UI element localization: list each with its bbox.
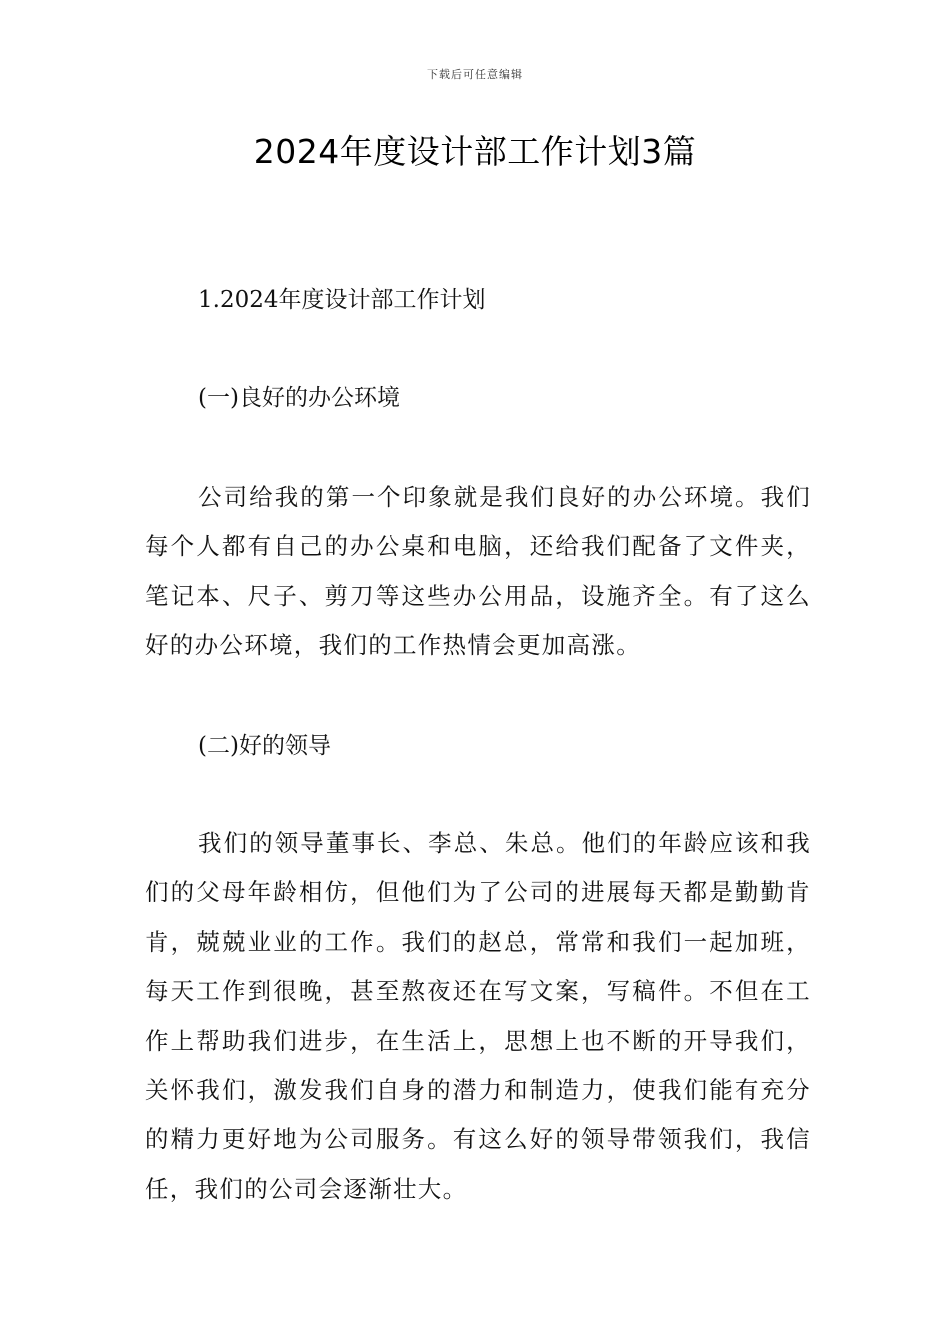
paragraph-office-environment: 公司给我的第一个印象就是我们良好的办公环境。我们每个人都有自己的办公桌和电脑，还给我们配备了文件夹，笔记本、尺子、剪刀等这些办公用品，设施齐全。有了这么好的办公环境，我们的工作热情会更加高涨。 — [145, 483, 811, 660]
paragraph-good-leadership: 我们的领导董事长、李总、朱总。他们的年龄应该和我们的父母年龄相仿，但他们为了公司的进展每天都是勤勤肯肯，兢兢业业的工作。我们的赵总，常常和我们一起加班，每天工作到很晚，甚至熬夜还在写文案，写稿件。不但在工作上帮助我们进步，在生活上，思想上也不断的开导我们，关怀我们，激发我们自身的潜力和制造力，使我们能有充分的精力更好地为公司服务。有这么好的领导带领我们，我信任，我们的公司会逐渐壮大。 — [145, 829, 811, 1203]
document-title: 2024年度设计部工作计划3篇 — [253, 132, 697, 171]
subsection-heading-good-leadership: (二)好的领导 — [198, 733, 331, 759]
section-heading-1: 1.2024年度设计部工作计划 — [198, 287, 486, 313]
subsection-heading-office-environment: (一)良好的办公环境 — [198, 385, 400, 411]
header-note: 下载后可任意编辑 — [427, 68, 523, 81]
